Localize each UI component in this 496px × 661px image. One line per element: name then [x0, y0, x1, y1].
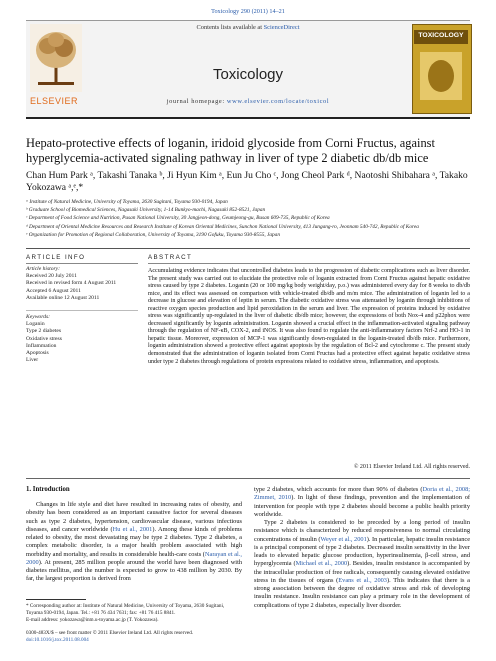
email-address: E-mail address: yokozawa@inm.u-toyama.ac.jp (T. Yokozawa).: [26, 616, 159, 623]
contents-line: [120, 24, 376, 31]
text-run: ). In particular, hepatic insulin resistance is a principal component of type 2 diabetes. Decreased insulin sensitivity in the liver leads to elevated hepatic glucose production, hyperinsulinemia, β-cell stress, and hyperglycemia (: [254, 535, 471, 568]
text-run: ). In light of these findings, prevention and the implementation of intervention for people with type 2 diabetes should become a public health priority worldwide.: [254, 494, 470, 518]
keywords: [26, 314, 138, 364]
affiliations: [26, 198, 476, 239]
footnote-rule: [26, 599, 86, 600]
keywords-heading: Keywords:: [26, 314, 51, 320]
article-info-heading: ARTICLE INFO: [26, 254, 86, 261]
divider: [148, 263, 470, 264]
journal-homepage: [120, 98, 376, 105]
body-column-right: [254, 486, 470, 610]
text-run: Type 2 diabetes is considered to be preceded by a long period of insulin resistance which is characterized by reduced responsiveness to normal circulating concentrations of insulin (: [254, 519, 470, 543]
issn-block: [26, 630, 242, 644]
keyword-item: Type 2 diabetes: [26, 328, 62, 335]
journal-citation: Toxicology 290 (2011) 14–21: [211, 8, 285, 15]
citation-link[interactable]: Doria et al., 2008; Zimmet, 2010: [254, 486, 470, 502]
divider: [26, 263, 138, 264]
divider: [26, 478, 470, 479]
article-title: Hepato-protective effects of loganin, iridoid glycoside from Corni Fructus, against hyperglycemia-activated signaling pathway in liver of type 2 diabetic db/db mice: [26, 136, 435, 165]
citation-link[interactable]: Michael et al., 2000: [295, 560, 348, 568]
homepage-prefix: journal homepage:: [166, 98, 227, 105]
citation-link[interactable]: Weyer et al., 2001: [320, 535, 367, 543]
footnote: [26, 603, 242, 623]
keyword-item: Loganin: [26, 321, 45, 328]
history-revised: Received in revised form 4 August 2011: [26, 280, 117, 287]
citation-link[interactable]: Narayan et al., 2000: [26, 550, 242, 566]
journal-title: Toxicology: [212, 66, 284, 83]
affiliation-d: ᵈ Department of Oriental Medicine Resources and Research Institute of Korean Oriental Medicines, Sunchon National University, 413 Jungang-ro, Jeonnam 540-742, Republic of Korea: [26, 223, 419, 230]
affiliation-e: ᵉ Organization for Promotion of Regional Collaboration, University of Toyama, 3190 Gofuku, Toyama 930-8555, Japan: [26, 231, 280, 238]
citation-link[interactable]: Evans et al., 2003: [338, 576, 387, 584]
section-heading-introduction: 1. Introduction: [26, 486, 70, 493]
citation-link[interactable]: Hu et al., 2001: [112, 525, 153, 533]
body-column-left: [26, 501, 242, 584]
affiliation-c: ᶜ Department of Food Science and Nutrition, Pusan National University, 30 Jangjeon-dong, Geumjeong-gu, Busan 609-735, Republic of Korea: [26, 215, 330, 222]
author-list: Chan Hum Park ᵃ, Takashi Tanaka ᵇ, Ji Hyun Kim ᵃ, Eun Ju Cho ᶜ, Jong Cheol Park ᵈ, Naotoshi Shibahara ᵃ, Takako Yokozawa ᵃ,ᵉ,*: [26, 170, 468, 193]
copyright: © 2011 Elsevier Ireland Ltd. All rights reserved.: [353, 464, 470, 470]
paragraph: [254, 486, 470, 519]
homepage-link[interactable]: www.elsevier.com/locate/toxicol: [226, 98, 330, 105]
keyword-item: Apoptosis: [26, 350, 49, 357]
contents-prefix: Contents lists available at: [196, 24, 264, 31]
keyword-item: Inflammation: [26, 342, 57, 349]
abstract-text: Accumulating evidence indicates that uncontrolled diabetes leads to the progression of diabetic complications such as liver disorder. The present study was carried out to elucidate the protective role of loganin extracted from Corni Fructus against hepatic oxidative stress caused by type 2 diabetes. Loganin (20 or 100 mg/kg body weight/day, p.o.) was administered every day for 8 weeks to db/db mice, and its effect was assessed on comparison with vehicle-treated db/db and m/m mice. The administration of loganin led to a decrease in glucose and elevation of leptin in serum. The diabetic oxidative stress was attenuated by loganin through inhibitions of reactive oxygen species production and lipid peroxidation in the serum and liver. The expression of proteins induced by oxidative stress was significantly up-regulated in the liver of diabetic db/db mice; however, the expressions of both Nox-4 and p22phox were decreased significantly by loganin administration. Loganin showed a crucial effect in the inflammation-activated signaling pathway through the regulation of NF-κB, COX-2, and iNOS. It was also found to regulate the anti-inflammatory factors Nrf-2 and HO-1 in hepatic tissue. Moreover, expression of MCP-1 was significantly down-regulated in the loganin-treated db/db mice. Furthermore, loganin administration showed a protective effect against apoptosis by the regulation of Bcl-2 and cytochrome c. The present study demonstrated that the administration of loganin isolated from Corni Fructus had a protective effect against hepatic oxidative stress under type 2 diabetes through regulations of protein expressions related to oxidative stress, inflammation, and apoptosis.: [148, 268, 470, 365]
paragraph: [26, 501, 242, 584]
text-run: ). Among these kinds of problems related to obesity, the most devastating may be type 2 diabetes. Type 2 diabetes, a complex metabolic disorder, is a major health problem associated with high morbidity and mortality, and results in considerable health-care costs (: [26, 525, 242, 558]
issn-line: 0300-483X/$ – see front matter © 2011 Elsevier Ireland Ltd. All rights reserved.: [26, 630, 194, 636]
doi-link[interactable]: doi:10.1016/j.tox.2011.08.004: [26, 636, 89, 643]
keyword-item: Oxidative stress: [26, 335, 62, 342]
text-run: ). This indicates that there is a strong association between the degree of oxidative stress and risk of developing insulin resistance. Insulin resistance can play a primary role in the development of complications of type 2 diabetes, especially liver disorder.: [254, 576, 470, 609]
sciencedirect-link[interactable]: ScienceDirect: [263, 24, 300, 31]
divider: [26, 310, 138, 311]
text-run: ). Besides, insulin resistance is accompanied by the intracellular production of free radicals, consequently causing elevated oxidative stress in the tissues of organs (: [254, 560, 471, 584]
history-heading: Article history:: [26, 266, 61, 272]
text-run: type 2 diabetes, which accounts for more than 90% of diabetes (: [254, 486, 423, 493]
elsevier-tree-logo: [30, 24, 82, 92]
cover-label: TOXICOLOGY: [418, 32, 464, 39]
affiliation-b: ᵇ Graduate School of Biomedical Sciences, Nagasaki University, 1-14 Bunkyo-machi, Nagasaki 852-8521, Japan: [26, 207, 266, 214]
history-online: Available online 12 August 2011: [26, 294, 100, 301]
elsevier-wordmark: ELSEVIER: [30, 96, 79, 106]
history-received: Received 20 July 2011: [26, 273, 77, 280]
paragraph: [254, 519, 470, 610]
text-run: Changes in life style and diet have resulted in increasing rates of obesity, and obesity has been considered as an important causative factor for several diseases such as type 2 diabetes, hypertension, cardiovascular disease, various infectious diseases, and cancer worldwide (: [26, 501, 242, 533]
corresponding-author: * Corresponding author at: Institute of Natural Medicine, University of Toyama, 2630 Sugitani, Toyama 930-0194, Japan. Tel.: +81 76 434 7631; fax: +81 76 415 8841.: [26, 603, 225, 616]
cover-image-detail: [428, 60, 454, 92]
text-run: ). At present, 285 million people around the world have been diagnosed with diabetes mellitus, and the number is expected to grow to 438 million by 2030. By far, the largest proportion is derived from: [26, 558, 242, 583]
affiliation-a: ᵃ Institute of Natural Medicine, University of Toyama, 2630 Sugitani, Toyama 930-0194, Japan: [26, 199, 228, 205]
abstract-heading: ABSTRACT: [148, 254, 193, 261]
divider: [26, 248, 470, 249]
keyword-item: Liver: [26, 357, 39, 364]
history-accepted: Accepted 6 August 2011: [26, 287, 81, 294]
article-history: [26, 266, 138, 302]
